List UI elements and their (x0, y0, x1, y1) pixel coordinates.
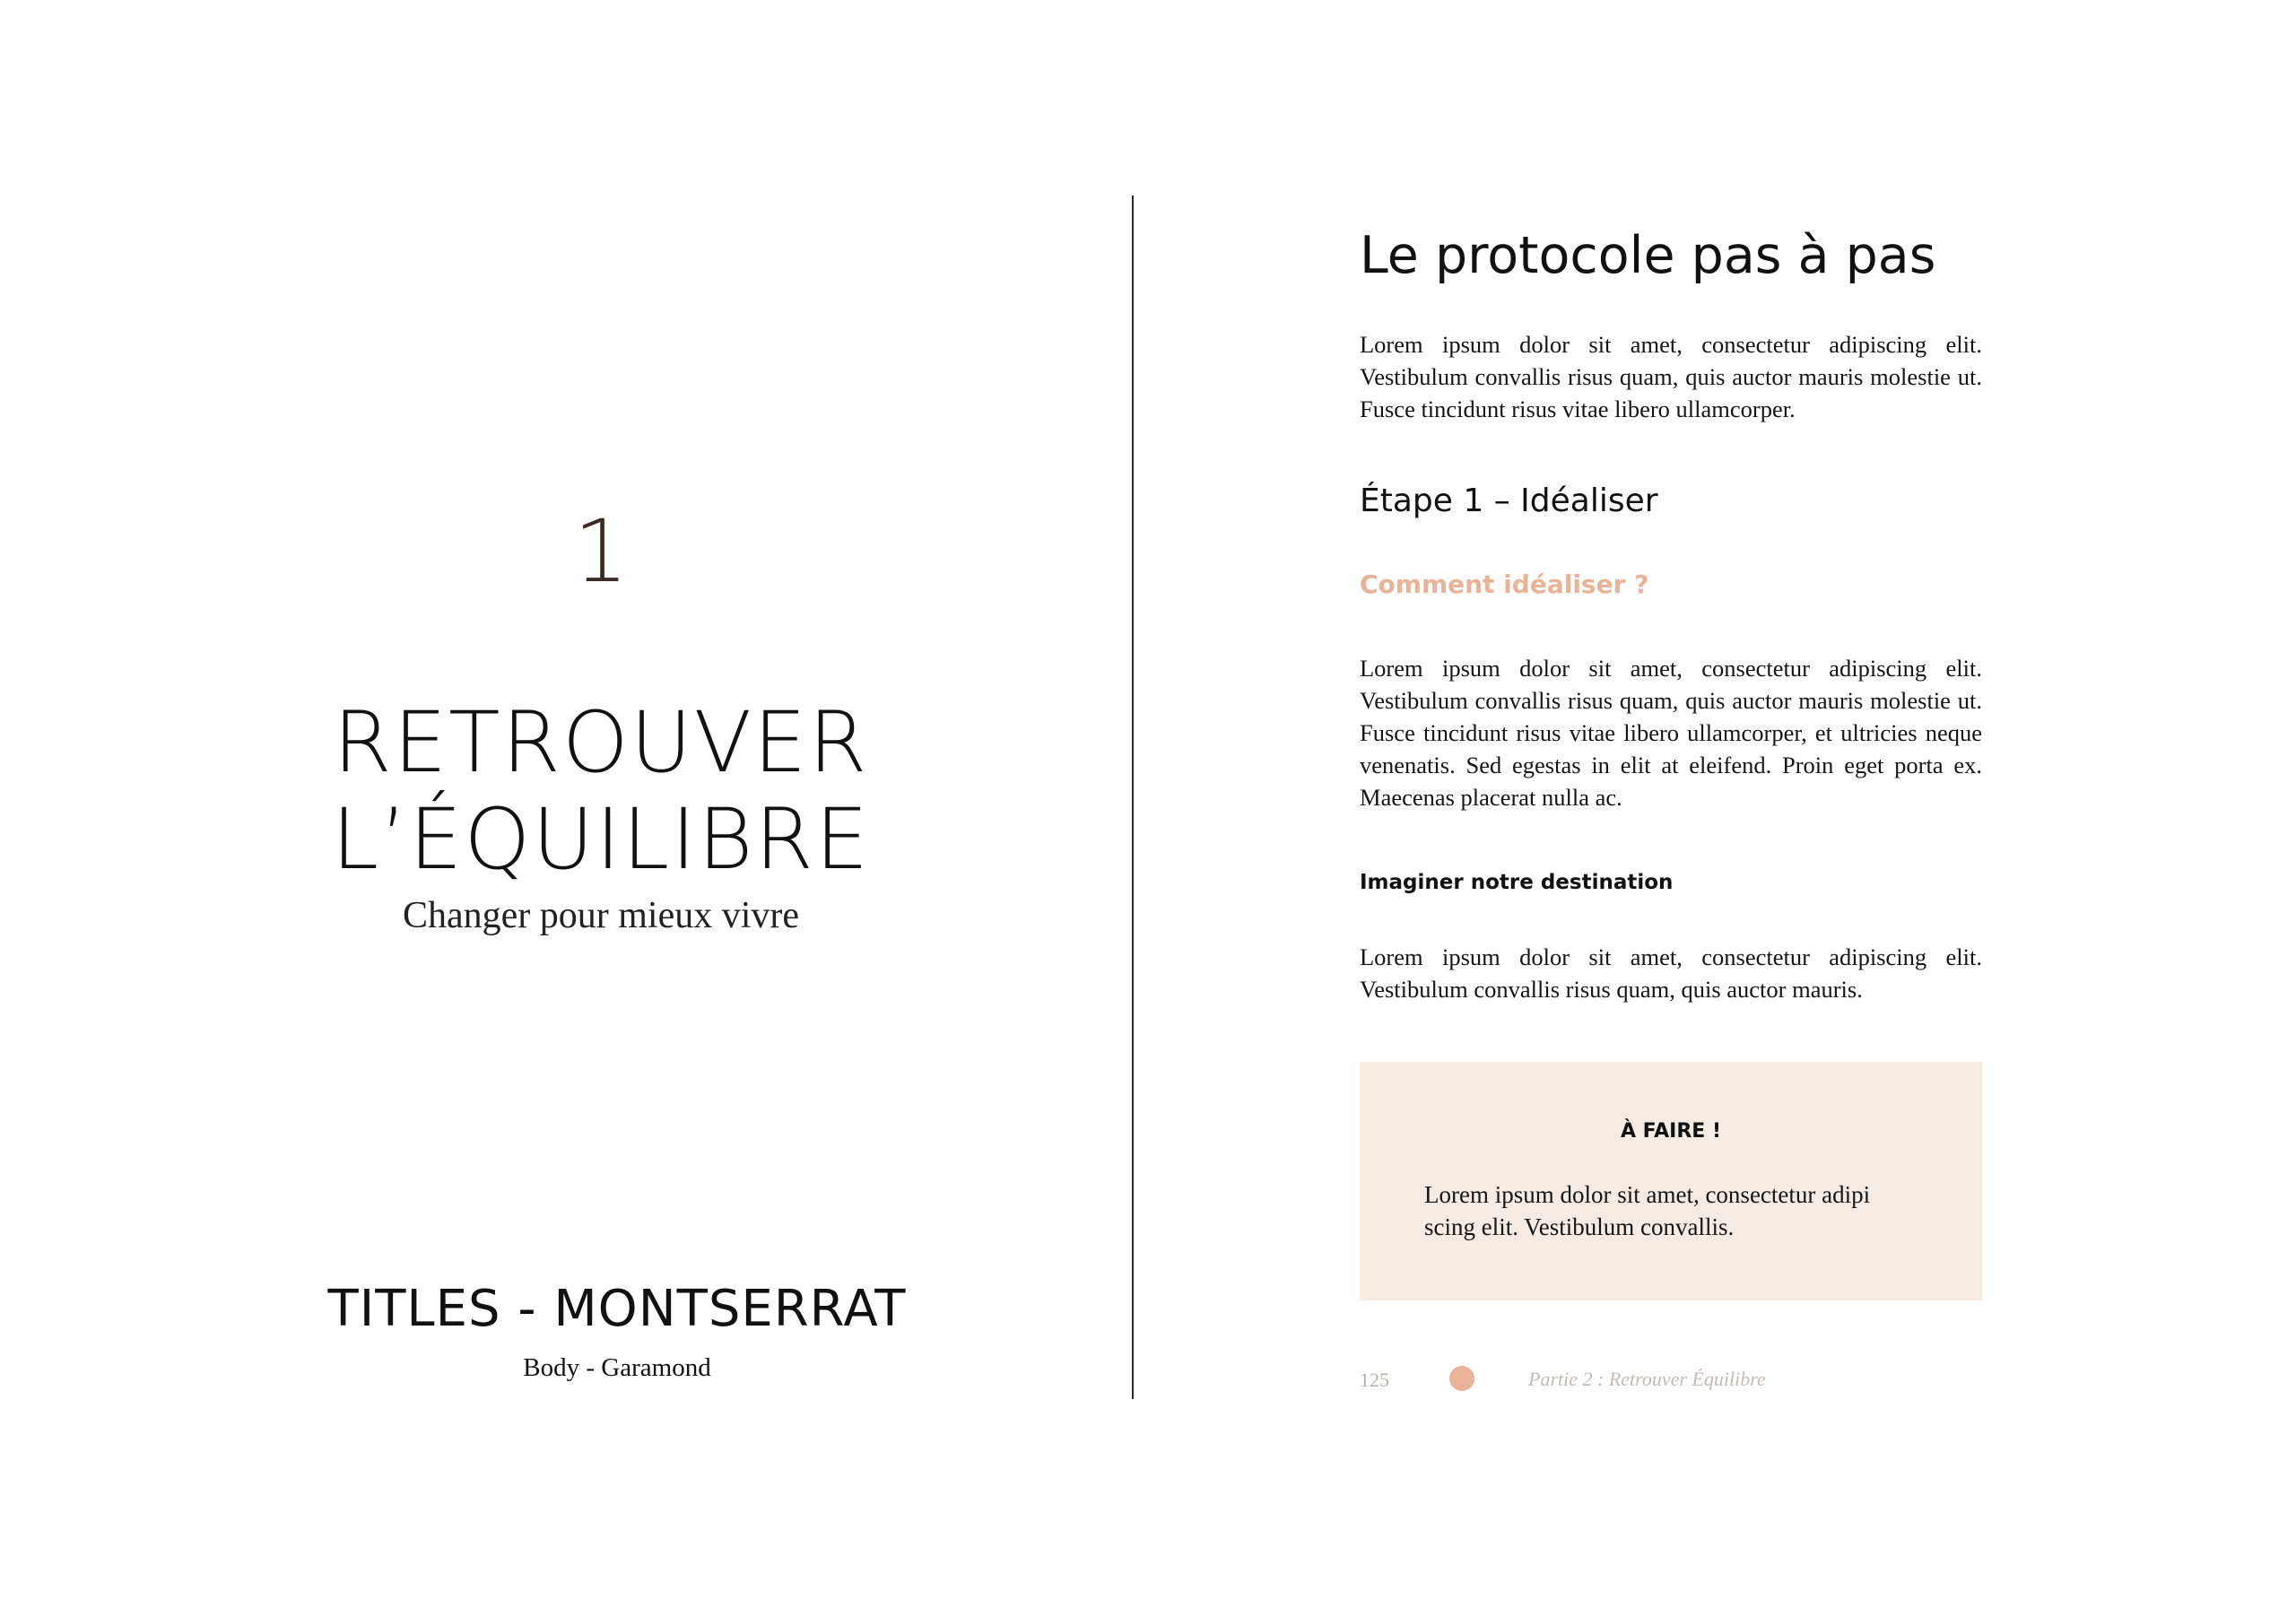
chapter-title (0, 695, 1202, 889)
footer-part-label: Partie 2 : Retrouver Équilibre (1528, 1368, 1766, 1390)
todo-text: Lorem ipsum dolor sit amet, consectetur adipi scing elit. Vestibulum convallis. (1424, 1181, 1871, 1240)
chapter-title-line-2: L’ÉQUILIBRE (331, 791, 871, 889)
accent-question-heading: Comment idéaliser ? (1360, 569, 1649, 599)
left-page (0, 0, 1132, 1617)
todo-callout-box (1360, 1062, 1982, 1300)
section-title: Le protocole pas à pas (1360, 226, 1936, 285)
step-paragraph: Lorem ipsum dolor sit amet, consectetur adipiscing elit. Vestibulum convallis risus quam, quis auctor mauris molestie ut. Fusce tincidunt risus vitae libero ullamcorper, et ultricies neque venenatis. Sed egestas in elit at eleifend. Proin eget porta ex. Maecenas placerat nulla ac. (1360, 655, 1982, 811)
page-divider (1132, 196, 1134, 1399)
chapter-title-line-1: RETROUVER (333, 694, 869, 792)
titles-font-note: TITLES - MONTSERRAT (327, 1280, 907, 1338)
footer-dot-icon (1449, 1366, 1474, 1391)
todo-title: À FAIRE ! (1620, 1120, 1722, 1143)
right-page (1360, 0, 1982, 1617)
intro-paragraph: Lorem ipsum dolor sit amet, consectetur adipiscing elit. Vestibulum convallis risus quam, quis auctor mauris molestie ut. Fusce tincidunt risus vitae libero ullamcorper. (1360, 331, 1982, 422)
destination-heading: Imaginer notre destination (1360, 871, 1674, 894)
chapter-number: 1 (573, 501, 629, 602)
page-number: 125 (1360, 1369, 1389, 1391)
body-font-note: Body - Garamond (523, 1353, 711, 1382)
page-footer (1360, 1361, 1982, 1397)
destination-paragraph: Lorem ipsum dolor sit amet, consectetur adipiscing elit. Vestibulum convallis risus quam, quis auctor mauris. (1360, 943, 1982, 1003)
step-heading: Étape 1 – Idéaliser (1360, 482, 1658, 519)
chapter-subtitle: Changer pour mieux vivre (402, 895, 800, 936)
